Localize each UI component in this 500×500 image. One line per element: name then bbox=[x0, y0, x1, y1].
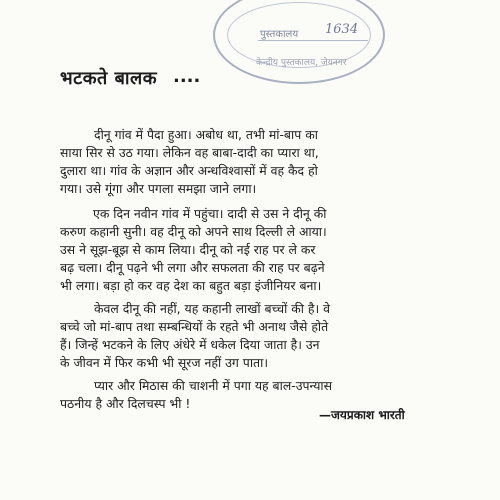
paragraph-2-line-3: उस ने सूझ-बूझ से काम लिया। दीनू को नई राह पर ले कर bbox=[60, 242, 316, 257]
paragraph-1-line-1: दीनू गांव में पैदा हुआ। अबोध था, तभी मां-बाप का bbox=[94, 127, 318, 142]
paragraph-2-line-4: बढ़ चला। दीनू पढ़ने भी लगा और सफलता की राह पर बढ़ने bbox=[60, 260, 325, 275]
paragraph-1-line-3: दुलारा था। गांव के अज्ञान और अन्धविश्वासों में वह कैद हो bbox=[60, 163, 318, 178]
stamp-rule bbox=[258, 40, 368, 41]
library-stamp bbox=[213, 0, 385, 84]
stamp-label: पुस्तकालय bbox=[260, 29, 299, 40]
author-signature: —जयप्रकाश भारती bbox=[319, 408, 405, 422]
paragraph-3-line-1: केवल दीनू की नहीं, यह कहानी लाखों बच्चों की है। वे bbox=[94, 301, 331, 316]
paragraph-2-line-5: भी लगा। बड़ा हो कर वह देश का बहुत बड़ा इंजीनियर बना। bbox=[60, 278, 322, 293]
stamp-footer: केन्द्रीय पुस्तकालय, जेयनगर bbox=[256, 58, 347, 68]
paragraph-1-line-4: गया। उसे गूंगा और पगला समझा जाने लगा। bbox=[60, 181, 257, 196]
paragraph-3-line-3: हैं। जिन्हें भटकने के लिए अंधेरे में धकेल दिया जाता है। उन bbox=[60, 337, 320, 352]
paragraph-4-line-2: पठनीय है और दिलचस्प भी ! bbox=[60, 396, 191, 411]
title-ellipsis: .... bbox=[173, 66, 201, 87]
page-title: भटकते बालक bbox=[60, 68, 158, 89]
paragraph-3-line-4: के जीवन में फिर कभी भी सूरज नहीं उग पाता। bbox=[60, 355, 269, 370]
paragraph-3-line-2: बच्चे जो मां-बाप तथा सम्बन्धियों के रहते भी अनाथ जैसे होते bbox=[60, 319, 329, 334]
paragraph-2-line-2: करुण कहानी सुनी। वह दीनू को अपने साथ दिल्ली ले आया। bbox=[60, 224, 327, 239]
stamp-accession-number: 1634 bbox=[325, 22, 359, 37]
paragraph-2-line-1: एक दिन नवीन गांव में पहुंचा। दादी से उस ने दीनू की bbox=[93, 206, 327, 221]
paragraph-1-line-2: साया सिर से उठ गया। लेकिन वह बाबा-दादी का प्यारा था, bbox=[60, 145, 319, 160]
paragraph-4-line-1: प्यार और मिठास की चाशनी में पगा यह बाल-उपन्यास bbox=[94, 378, 332, 393]
